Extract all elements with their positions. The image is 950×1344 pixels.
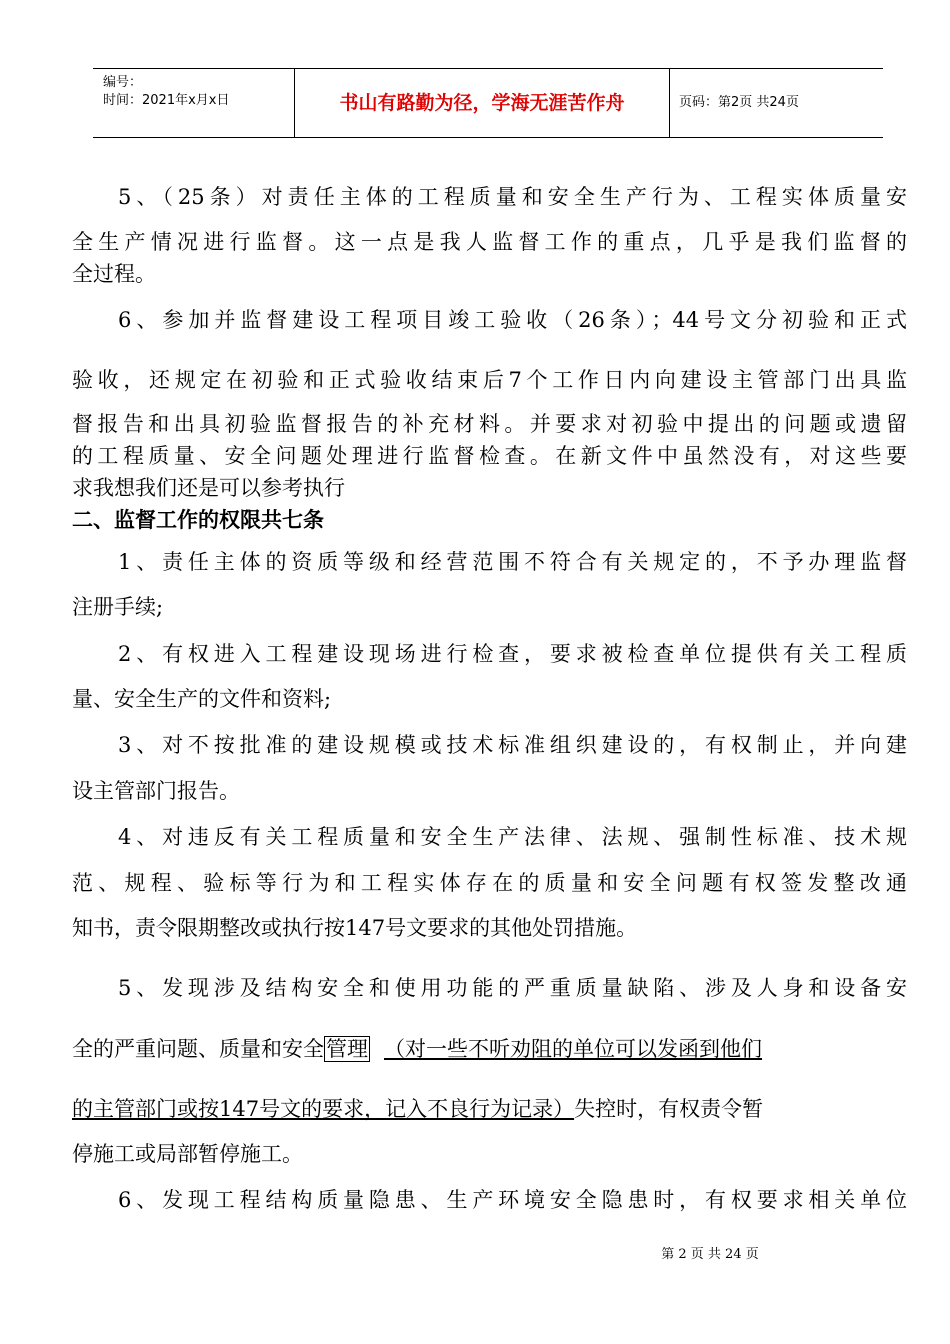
- paragraph-line: 3、对不按批准的建设规模或技术标准组织建设的，有权制止，并向建: [118, 733, 907, 757]
- text-segment: 失控时，有权责令暂: [574, 1097, 764, 1121]
- header-motto-cell: [294, 69, 670, 137]
- paragraph-line: 6、参加并监督建设工程项目竣工验收（26条）；44号文分初验和正式: [118, 308, 907, 332]
- paragraph-line: 5、发现涉及结构安全和使用功能的严重质量缺陷、涉及人身和设备安: [118, 976, 907, 1000]
- paragraph-line: 验收，还规定在初验和正式验收结束后7个工作日内向建设主管部门出具监: [72, 368, 907, 392]
- paragraph-line: 督报告和出具初验监督报告的补充材料。并要求对初验中提出的问题或遗留: [72, 412, 907, 436]
- paragraph-line: 停施工或局部暂停施工。: [72, 1142, 303, 1166]
- paragraph-line: 5、（25条）对责任主体的工程质量和安全生产行为、工程实体质量安: [118, 185, 907, 209]
- boxed-term: 管理: [326, 1037, 368, 1061]
- document-number-label: 编号：: [103, 75, 143, 90]
- paragraph-line: 1、责任主体的资质等级和经营范围不符合有关规定的，不予办理监督: [118, 550, 907, 574]
- paragraph-line: 全生产情况进行监督。这一点是我人监督工作的重点，几乎是我们监督的: [72, 230, 907, 254]
- paragraph-line: 范、规程、验标等行为和工程实体存在的质量和安全问题有权签发整改通: [72, 871, 907, 895]
- paragraph-line: 2、有权进入工程建设现场进行检查，要求被检查单位提供有关工程质: [118, 642, 907, 666]
- paragraph-line: 全过程。: [72, 262, 156, 286]
- paragraph-line: 的工程质量、安全问题处理进行监督检查。在新文件中虽然没有，对这些要: [72, 444, 907, 468]
- header-page-info: 页码：第2页 共24页: [679, 95, 799, 110]
- section-heading: 二、监督工作的权限共七条: [72, 507, 324, 532]
- header-meta-cell: [93, 69, 294, 137]
- underlined-note: （对一些不听劝阻的单位可以发函到他们: [384, 1037, 762, 1061]
- paragraph-line: 求我想我们还是可以参考执行: [72, 476, 345, 500]
- header-motto: 书山有路勤为径，学海无涯苦作舟: [339, 92, 625, 114]
- paragraph-line-mixed: [72, 1095, 907, 1123]
- footer-page-number: 第 2 页 共 24 页: [661, 1247, 759, 1262]
- document-time-label: 时间：2021年x月x日: [103, 93, 230, 108]
- page-footer: [0, 1247, 950, 1263]
- document-header: [93, 68, 883, 138]
- underlined-note: 的主管部门或按147号文的要求，记入不良行为记录）: [72, 1097, 575, 1121]
- text-segment: 全的严重问题、质量和安全: [72, 1037, 324, 1061]
- paragraph-line: 注册手续;: [72, 595, 164, 619]
- paragraph-line: 6、发现工程结构质量隐患、生产环境安全隐患时，有权要求相关单位: [118, 1188, 907, 1212]
- header-page-cell: [669, 69, 883, 137]
- paragraph-line: 量、安全生产的文件和资料;: [72, 687, 332, 711]
- paragraph-line: 设主管部门报告。: [72, 779, 240, 803]
- paragraph-line-mixed: [72, 1035, 907, 1063]
- paragraph-line: 知书，责令限期整改或执行按147号文要求的其他处罚措施。: [72, 916, 638, 940]
- paragraph-line: 4、对违反有关工程质量和安全生产法律、法规、强制性标准、技术规: [118, 825, 907, 849]
